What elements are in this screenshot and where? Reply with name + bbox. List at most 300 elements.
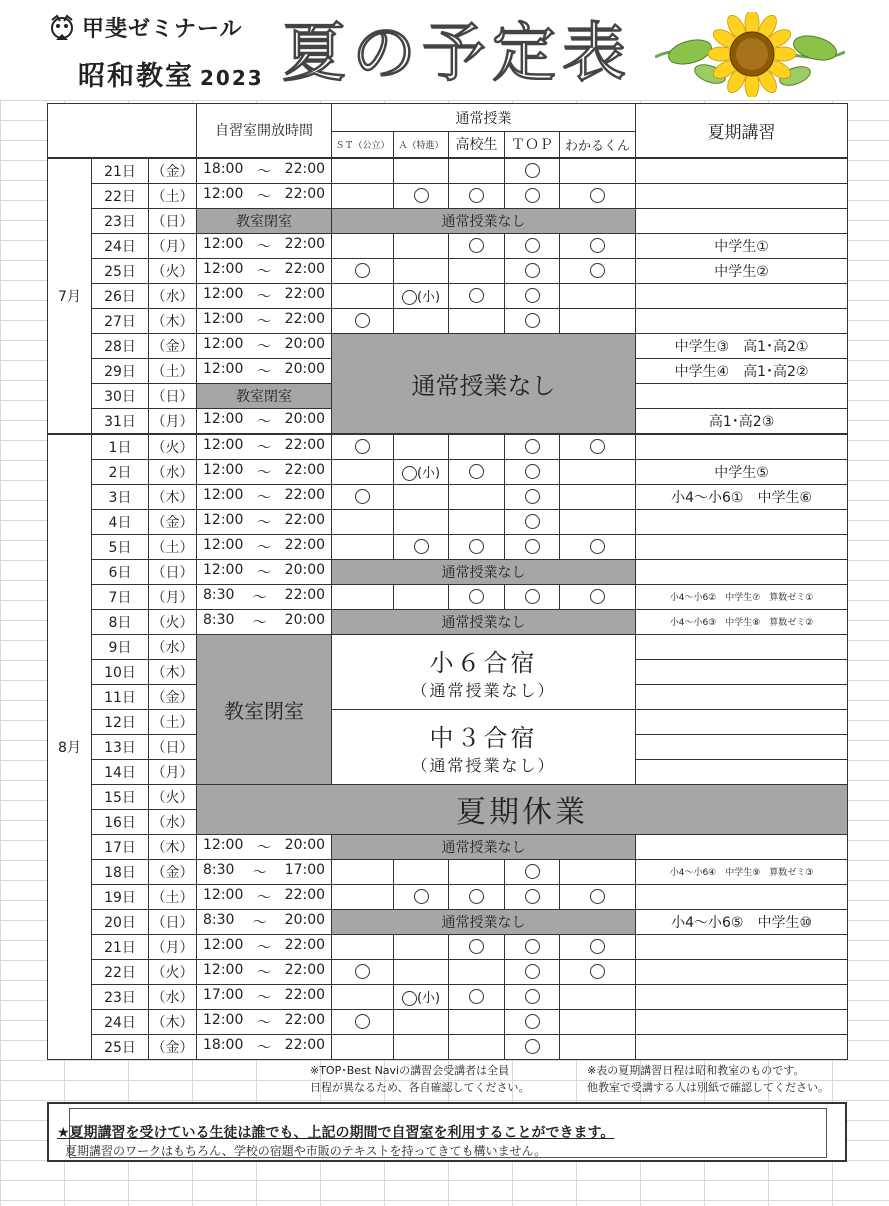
table-row <box>48 509 848 534</box>
study-room-time <box>197 308 332 333</box>
weekday-cell: （金） <box>149 1034 197 1059</box>
date-cell: 8日 <box>92 609 149 634</box>
circle-mark <box>590 439 605 454</box>
weekday-cell: （月） <box>149 759 197 784</box>
summer-course-cell <box>636 534 848 559</box>
table-row <box>48 233 848 258</box>
class-cell <box>394 484 449 509</box>
summer-course-cell <box>636 934 848 959</box>
header-wakaru: わかるくん <box>560 132 636 158</box>
end-time: 22:00 <box>284 486 326 503</box>
start-time: 8:30 <box>203 911 235 928</box>
circle-mark <box>469 939 484 954</box>
start-time: 12:00 <box>203 961 244 978</box>
year-label: 2023 <box>200 66 264 90</box>
weekday-cell: （月） <box>149 934 197 959</box>
start-time: 8:30 <box>203 861 235 878</box>
start-time: 12:00 <box>203 410 244 427</box>
class-cell <box>560 884 636 909</box>
circle-mark <box>590 964 605 979</box>
tilde: 〜 <box>257 288 272 305</box>
date-cell: 1日 <box>92 434 149 460</box>
class-cell <box>394 959 449 984</box>
tilde: 〜 <box>257 313 272 330</box>
notice-sub-text: 夏期講習のワークはもちろん、学校の宿題や市販のテキストを持ってきても構いません。 <box>65 1144 547 1158</box>
tilde: 〜 <box>257 1039 272 1056</box>
header-regular: 通常授業 <box>332 104 636 132</box>
grade6-camp-sub: （通常授業なし） <box>411 680 556 700</box>
summer-course-cell: 中学生① <box>636 233 848 258</box>
end-time: 22:00 <box>284 936 326 953</box>
summer-course-cell <box>636 684 848 709</box>
study-room-time <box>197 408 332 434</box>
weekday-cell: （土） <box>149 534 197 559</box>
date-cell: 4日 <box>92 509 149 534</box>
small-marker: (小) <box>416 290 441 305</box>
study-room-time <box>197 884 332 909</box>
tilde: 〜 <box>257 564 272 581</box>
no-class-block <box>332 333 636 434</box>
summer-course-cell <box>636 1034 848 1059</box>
class-cell <box>560 584 636 609</box>
class-cell <box>505 1034 560 1059</box>
circle-mark <box>590 238 605 253</box>
no-class-cell: 通常授業なし <box>332 834 636 859</box>
circle-mark <box>590 188 605 203</box>
end-time: 20:00 <box>284 836 326 853</box>
class-cell <box>560 233 636 258</box>
table-row <box>48 1034 848 1059</box>
date-cell: 30日 <box>92 383 149 408</box>
class-cell <box>560 959 636 984</box>
class-cell <box>449 534 505 559</box>
class-cell <box>449 233 505 258</box>
class-cell <box>332 534 394 559</box>
class-cell <box>449 484 505 509</box>
table-row <box>48 208 848 233</box>
summer-course-cell: 小4～小6③ 中学生⑧ 算数ゼミ② <box>636 609 848 634</box>
summer-course-cell <box>636 559 848 584</box>
tilde: 〜 <box>252 914 267 931</box>
table-row <box>48 158 848 184</box>
weekday-cell: （日） <box>149 734 197 759</box>
school-label: 昭和教室 <box>78 61 194 92</box>
weekday-cell: （木） <box>149 484 197 509</box>
date-cell: 28日 <box>92 333 149 358</box>
weekday-cell: （水） <box>149 634 197 659</box>
date-cell: 17日 <box>92 834 149 859</box>
tilde: 〜 <box>257 939 272 956</box>
class-cell <box>560 183 636 208</box>
study-room-time <box>197 909 332 934</box>
class-cell <box>394 984 449 1009</box>
start-time: 8:30 <box>203 586 235 603</box>
table-row <box>48 909 848 934</box>
summer-course-cell: 高1･高2③ <box>636 408 848 434</box>
class-cell <box>560 283 636 308</box>
class-cell <box>449 984 505 1009</box>
tilde: 〜 <box>257 188 272 205</box>
date-cell: 13日 <box>92 734 149 759</box>
circle-mark <box>525 989 540 1004</box>
summer-course-cell <box>636 509 848 534</box>
class-cell <box>394 308 449 333</box>
tilde: 〜 <box>257 889 272 906</box>
circle-mark <box>590 589 605 604</box>
end-time: 20:00 <box>284 410 326 427</box>
class-cell <box>449 308 505 333</box>
class-cell <box>505 258 560 283</box>
header-high-school: 高校生 <box>449 132 505 158</box>
summer-course-cell <box>636 634 848 659</box>
weekday-cell: （火） <box>149 609 197 634</box>
no-class-cell: 通常授業なし <box>332 909 636 934</box>
class-cell <box>332 934 394 959</box>
study-room-time <box>197 834 332 859</box>
start-time: 12:00 <box>203 511 244 528</box>
class-cell <box>449 258 505 283</box>
start-time: 12:00 <box>203 285 244 302</box>
weekday-cell: （月） <box>149 408 197 434</box>
class-cell <box>332 1009 394 1034</box>
weekday-cell: （日） <box>149 559 197 584</box>
class-cell <box>449 884 505 909</box>
note-right-1: ※表の夏期講習日程は昭和教室のものです。 <box>587 1064 805 1077</box>
note-left-1: ※TOP･Best Naviの講習会受講者は全員 <box>310 1064 510 1077</box>
class-cell <box>332 984 394 1009</box>
start-time: 12:00 <box>203 886 244 903</box>
class-cell <box>332 959 394 984</box>
notice-main-text <box>57 1122 614 1142</box>
weekday-cell: （木） <box>149 659 197 684</box>
class-cell <box>332 434 394 460</box>
start-time: 18:00 <box>203 160 244 177</box>
small-marker: (小) <box>416 991 441 1006</box>
tilde: 〜 <box>257 1014 272 1031</box>
class-cell <box>560 308 636 333</box>
tilde: 〜 <box>257 989 272 1006</box>
circle-mark <box>590 539 605 554</box>
date-cell: 21日 <box>92 158 149 184</box>
weekday-cell: （土） <box>149 183 197 208</box>
class-cell <box>332 859 394 884</box>
grade6-camp-title: 小６合宿 <box>429 648 538 677</box>
circle-mark <box>590 889 605 904</box>
table-row <box>48 709 848 734</box>
circle-mark <box>402 290 417 305</box>
study-room-closed: 教室閉室 <box>197 383 332 408</box>
header-top: ＴＯＰ <box>505 132 560 158</box>
end-time: 20:00 <box>284 911 326 928</box>
start-time: 12:00 <box>203 461 244 478</box>
month-august: 8月 <box>48 434 92 1060</box>
no-class-cell: 通常授業なし <box>332 609 636 634</box>
date-cell: 20日 <box>92 909 149 934</box>
start-time: 12:00 <box>203 486 244 503</box>
class-cell <box>394 859 449 884</box>
class-cell <box>332 258 394 283</box>
class-cell <box>560 459 636 484</box>
date-cell: 12日 <box>92 709 149 734</box>
start-time: 12:00 <box>203 335 244 352</box>
study-room-time <box>197 1009 332 1034</box>
class-cell <box>394 509 449 534</box>
tilde: 〜 <box>257 539 272 556</box>
no-class-cell: 通常授業なし <box>332 559 636 584</box>
circle-mark <box>525 439 540 454</box>
class-cell <box>394 158 449 184</box>
study-room-time <box>197 609 332 634</box>
end-time: 22:00 <box>284 536 326 553</box>
small-marker: (小) <box>416 466 441 481</box>
class-cell <box>505 509 560 534</box>
header-st: ＳＴ（公立） <box>332 132 394 158</box>
table-row <box>48 784 848 809</box>
weekday-cell: （月） <box>149 584 197 609</box>
circle-mark <box>355 439 370 454</box>
weekday-cell: （火） <box>149 258 197 283</box>
table-row <box>48 459 848 484</box>
class-cell <box>560 934 636 959</box>
circle-mark <box>525 1039 540 1054</box>
class-cell <box>332 1034 394 1059</box>
date-cell: 25日 <box>92 258 149 283</box>
weekday-cell: （木） <box>149 308 197 333</box>
summer-course-cell <box>636 208 848 233</box>
class-cell <box>332 233 394 258</box>
date-cell: 23日 <box>92 208 149 233</box>
tilde: 〜 <box>257 489 272 506</box>
end-time: 20:00 <box>284 360 326 377</box>
tilde: 〜 <box>257 338 272 355</box>
tilde: 〜 <box>252 864 267 881</box>
class-cell <box>449 459 505 484</box>
class-cell <box>449 959 505 984</box>
summer-course-cell: 中学生③ 高1･高2① <box>636 333 848 358</box>
date-cell: 6日 <box>92 559 149 584</box>
circle-mark <box>414 889 429 904</box>
class-cell <box>449 1034 505 1059</box>
class-cell <box>505 183 560 208</box>
tilde: 〜 <box>257 263 272 280</box>
summer-course-cell <box>636 709 848 734</box>
summer-course-cell <box>636 1009 848 1034</box>
date-cell: 24日 <box>92 1009 149 1034</box>
date-cell: 21日 <box>92 934 149 959</box>
circle-mark <box>525 889 540 904</box>
weekday-cell: （土） <box>149 709 197 734</box>
table-row <box>48 1009 848 1034</box>
circle-mark <box>525 489 540 504</box>
study-room-time <box>197 158 332 184</box>
summer-course-cell: 中学生⑤ <box>636 459 848 484</box>
class-cell <box>394 884 449 909</box>
class-cell <box>505 484 560 509</box>
class-cell <box>560 1034 636 1059</box>
start-time: 12:00 <box>203 836 244 853</box>
summer-course-cell <box>636 834 848 859</box>
end-time: 22:00 <box>284 986 326 1003</box>
class-cell <box>560 258 636 283</box>
circle-mark <box>525 464 540 479</box>
circle-mark <box>414 539 429 554</box>
circle-mark <box>525 514 540 529</box>
study-room-closed: 教室閉室 <box>197 208 332 233</box>
circle-mark <box>469 989 484 1004</box>
table-row <box>48 308 848 333</box>
date-cell: 22日 <box>92 183 149 208</box>
class-cell <box>449 434 505 460</box>
study-room-time <box>197 984 332 1009</box>
class-cell <box>394 534 449 559</box>
weekday-cell: （日） <box>149 909 197 934</box>
study-room-time <box>197 559 332 584</box>
date-cell: 29日 <box>92 358 149 383</box>
end-time: 22:00 <box>284 1011 326 1028</box>
start-time: 17:00 <box>203 986 244 1003</box>
circle-mark <box>469 238 484 253</box>
end-time: 22:00 <box>284 436 326 453</box>
date-cell: 3日 <box>92 484 149 509</box>
end-time: 22:00 <box>284 961 326 978</box>
class-cell <box>449 1009 505 1034</box>
end-time: 20:00 <box>284 611 326 628</box>
notice-box <box>47 1102 847 1162</box>
grade9-camp-title: 中３合宿 <box>429 723 538 752</box>
weekday-cell: （土） <box>149 358 197 383</box>
grade9-camp-block <box>332 709 636 784</box>
date-cell: 19日 <box>92 884 149 909</box>
header-study-room: 自習室開放時間 <box>197 104 332 158</box>
end-time: 22:00 <box>284 160 326 177</box>
study-room-time <box>197 484 332 509</box>
end-time: 22:00 <box>284 310 326 327</box>
start-time: 12:00 <box>203 260 244 277</box>
circle-mark <box>402 466 417 481</box>
summer-course-cell <box>636 759 848 784</box>
weekday-cell: （金） <box>149 158 197 184</box>
end-time: 20:00 <box>284 335 326 352</box>
start-time: 12:00 <box>203 561 244 578</box>
header <box>0 0 889 100</box>
table-row <box>48 183 848 208</box>
end-time: 22:00 <box>284 285 326 302</box>
table-row <box>48 884 848 909</box>
class-cell <box>560 158 636 184</box>
class-cell <box>505 534 560 559</box>
weekday-cell: （金） <box>149 333 197 358</box>
summer-course-cell <box>636 434 848 460</box>
table-row <box>48 859 848 884</box>
class-cell <box>505 308 560 333</box>
class-cell <box>560 534 636 559</box>
weekday-cell: （木） <box>149 1009 197 1034</box>
circle-mark <box>355 489 370 504</box>
class-cell <box>505 459 560 484</box>
weekday-cell: （金） <box>149 509 197 534</box>
end-time: 22:00 <box>284 260 326 277</box>
table-row <box>48 283 848 308</box>
weekday-cell: （土） <box>149 884 197 909</box>
table-row <box>48 258 848 283</box>
class-cell <box>394 283 449 308</box>
start-time: 12:00 <box>203 536 244 553</box>
circle-mark <box>590 939 605 954</box>
class-cell <box>394 584 449 609</box>
header-summer-course: 夏期講習 <box>636 104 848 158</box>
summer-course-cell <box>636 308 848 333</box>
table-row <box>48 834 848 859</box>
class-cell <box>394 258 449 283</box>
study-room-time <box>197 1034 332 1059</box>
date-cell: 24日 <box>92 233 149 258</box>
tilde: 〜 <box>257 964 272 981</box>
class-cell <box>332 884 394 909</box>
circle-mark <box>525 864 540 879</box>
class-cell <box>505 959 560 984</box>
class-cell <box>332 283 394 308</box>
summer-course-cell: 中学生② <box>636 258 848 283</box>
end-time: 22:00 <box>284 886 326 903</box>
header-blank <box>48 104 197 158</box>
table-row <box>48 559 848 584</box>
table-row <box>48 934 848 959</box>
circle-mark <box>525 313 540 328</box>
page-title: 夏の予定表 <box>282 17 632 91</box>
summer-holiday-block <box>197 784 848 834</box>
tilde: 〜 <box>257 839 272 856</box>
study-room-time <box>197 534 332 559</box>
study-room-time <box>197 859 332 884</box>
schedule-body <box>48 158 848 1060</box>
table-row <box>48 609 848 634</box>
table-row <box>48 534 848 559</box>
class-cell <box>505 584 560 609</box>
schedule-table <box>47 103 848 1060</box>
class-cell <box>560 509 636 534</box>
circle-mark <box>469 188 484 203</box>
circle-mark <box>355 1014 370 1029</box>
date-cell: 15日 <box>92 784 149 809</box>
weekday-cell: （火） <box>149 959 197 984</box>
tilde: 〜 <box>252 614 267 631</box>
start-time: 12:00 <box>203 1011 244 1028</box>
circle-mark <box>525 263 540 278</box>
summer-course-cell: 小4～小6② 中学生⑦ 算数ゼミ① <box>636 584 848 609</box>
class-cell <box>332 183 394 208</box>
class-cell <box>560 984 636 1009</box>
class-cell <box>394 183 449 208</box>
summer-course-cell <box>636 158 848 184</box>
tilde: 〜 <box>257 163 272 180</box>
note-right-2: 他教室で受講する人は別紙で確認してください。 <box>587 1081 829 1094</box>
study-room-time <box>197 509 332 534</box>
summer-course-cell <box>636 183 848 208</box>
mascot-logo-icon <box>48 14 76 44</box>
tilde: 〜 <box>257 439 272 456</box>
class-cell <box>394 1034 449 1059</box>
circle-mark <box>469 288 484 303</box>
sunflower-illustration <box>655 12 845 97</box>
date-cell: 18日 <box>92 859 149 884</box>
date-cell: 27日 <box>92 308 149 333</box>
class-cell <box>394 233 449 258</box>
class-cell <box>449 584 505 609</box>
study-room-time <box>197 434 332 460</box>
start-time: 18:00 <box>203 1036 244 1053</box>
start-time: 12:00 <box>203 310 244 327</box>
class-cell <box>332 459 394 484</box>
